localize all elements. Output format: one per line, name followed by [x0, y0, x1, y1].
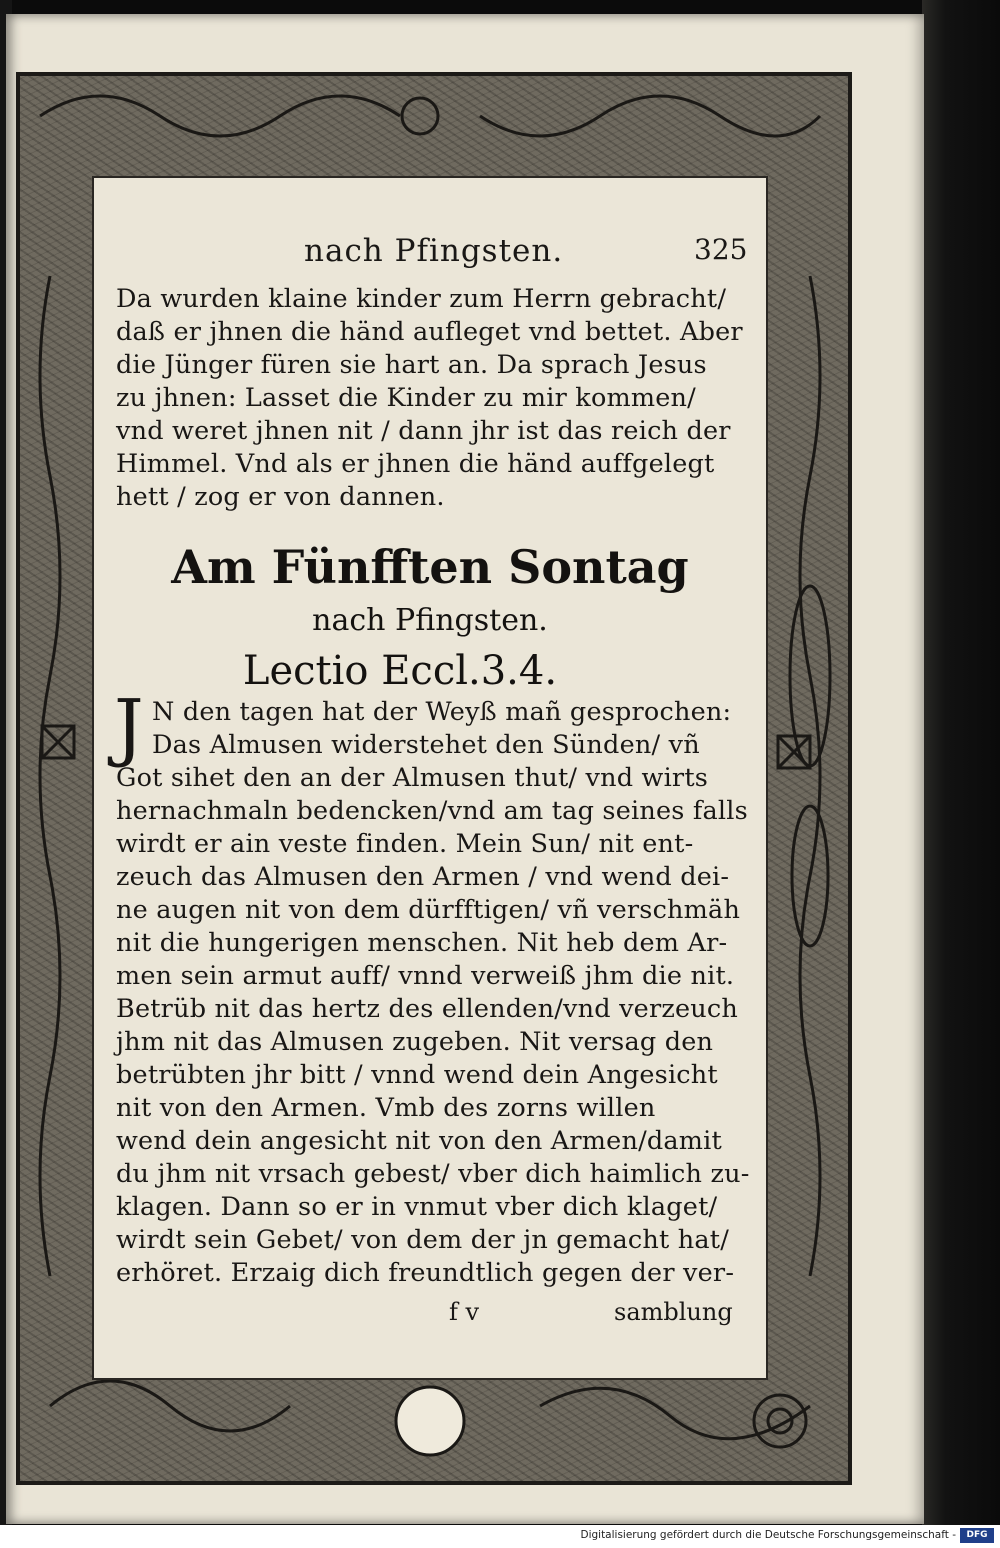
body-line: wirdt sein Gebet/ von dem der jn gemacht hat/	[116, 1225, 729, 1255]
digitization-footer	[0, 1525, 1000, 1548]
section-subtitle: nach Pfingsten.	[312, 603, 548, 638]
lectio-heading: Lectio Eccl.3.4.	[242, 648, 558, 694]
body-line: hett / zog er von dannen.	[116, 482, 445, 512]
body-line: wend dein angesicht nit von den Armen/damit	[116, 1126, 722, 1156]
body-line: die Jünger füren sie hart an. Da sprach Jesus	[116, 350, 707, 380]
body-line: klagen. Dann so er in vnmut vber dich klaget/	[116, 1192, 718, 1222]
body-line: Das Almusen widerstehet den Sünden/ vñ	[152, 730, 700, 760]
page-number: 325	[694, 233, 748, 266]
page-header	[94, 233, 766, 273]
woodcut-border-frame	[16, 72, 852, 1485]
body-line: Da wurden klaine kinder zum Herrn gebracht/	[116, 284, 727, 314]
body-line: betrübten jhr bitt / vnnd wend dein Angesicht	[116, 1060, 718, 1090]
running-title: nach Pfingsten.	[304, 233, 564, 269]
body-line: vnd weret jhnen nit / dann jhr ist das reich der	[116, 416, 731, 446]
dfg-logo: DFG	[960, 1528, 994, 1543]
body-line: wirdt er ain veste finden. Mein Sun/ nit ent-	[116, 829, 694, 859]
signature-mark: f v	[449, 1298, 480, 1326]
body-line: Betrüb nit das hertz des ellenden/vnd verzeuch	[116, 994, 739, 1024]
book-gutter-shadow	[922, 0, 1000, 1525]
catchword: samblung	[614, 1298, 733, 1326]
body-line: daß er jhnen die händ aufleget vnd bettet. Aber	[116, 317, 743, 347]
section-title: Am Fünfften Sontag	[171, 540, 689, 594]
body-line: ne augen nit von dem dürfftigen/ vñ verschmäh	[116, 895, 741, 925]
body-line: nit von den Armen. Vmb des zorns willen	[116, 1093, 656, 1123]
body-line: men sein armut auff/ vnnd verweiß jhm die nit.	[116, 961, 735, 991]
body-line: Himmel. Vnd als er jhnen die händ auffgelegt	[116, 449, 715, 479]
body-line: zu jhnen: Lasset die Kinder zu mir kommen/	[116, 383, 696, 413]
body-line: nit die hungerigen menschen. Nit heb dem Ar-	[116, 928, 728, 958]
body-line: zeuch das Almusen den Armen / vnd wend dei-	[116, 862, 730, 892]
footer-credit: Digitalisierung gefördert durch die Deutsche Forschungsgemeinschaft -	[580, 1529, 956, 1541]
text-block	[92, 176, 768, 1380]
body-line: N den tagen hat der Weyß mañ gesprochen:	[152, 697, 732, 727]
body-line: hernachmaln bedencken/vnd am tag seines falls	[116, 796, 748, 826]
body-line: Got sihet den an der Almusen thut/ vnd wirts	[116, 763, 709, 793]
drop-cap: J	[114, 684, 144, 770]
body-line: du jhm nit vrsach gebest/ vber dich haimlich zu-	[116, 1159, 750, 1189]
body-line: jhm nit das Almusen zugeben. Nit versag den	[116, 1027, 714, 1057]
book-page	[6, 14, 924, 1524]
body-line: erhöret. Erzaig dich freundtlich gegen der ver-	[116, 1258, 735, 1288]
